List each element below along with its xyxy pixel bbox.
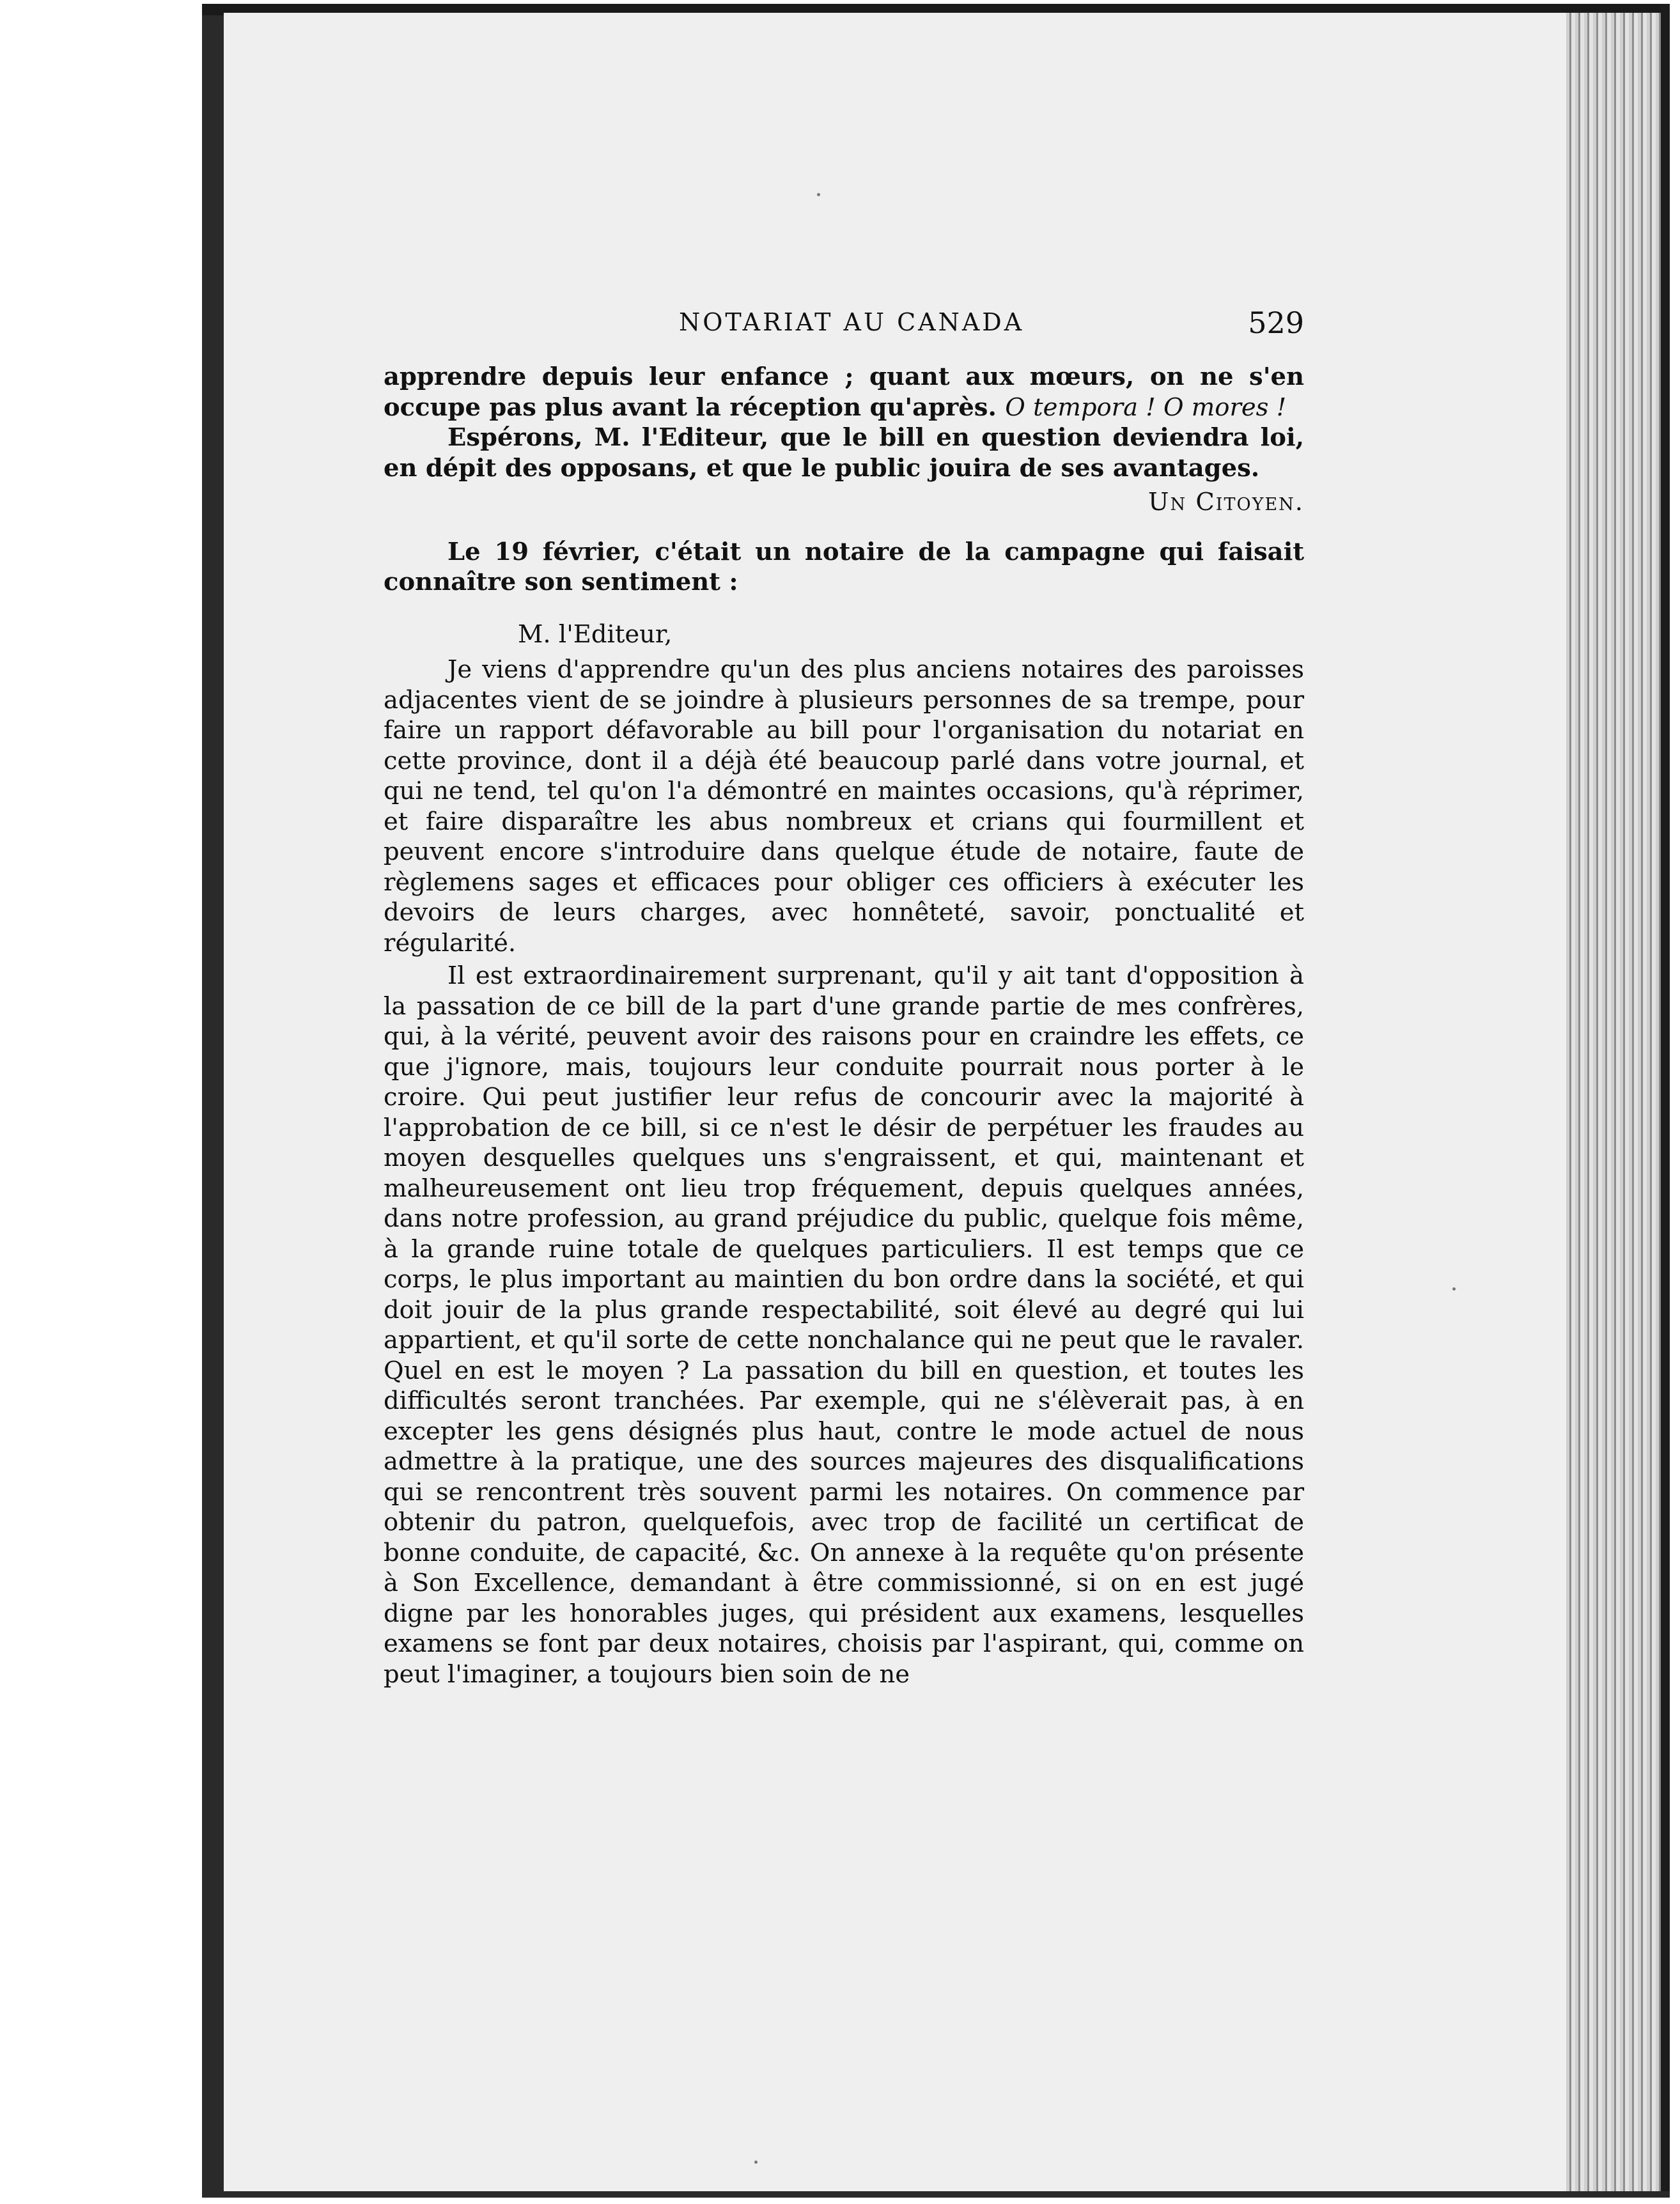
latin-quote: O tempora ! O mores ! (1005, 392, 1287, 422)
body-text (384, 362, 1304, 1689)
salutation: M. l'Editeur, (518, 619, 673, 649)
page-header (384, 302, 1304, 353)
paragraph-4: Je viens d'apprendre qu'un des plus anciens notaires des paroisses adjacentes vient de se joindre à plusieurs personnes de sa trempe, pour faire un rapport défavorable au bill pour l'organisation du notariat en cette province, dont il a déjà été beaucoup parlé dans votre journal, et qui ne tend, tel qu'on l'a démontré en maintes occasions, qu'à réprimer, et faire disparaître les abus nombreux et crians qui fourmillent et peuvent encore s'introduire dans quelque étude de notaire, faute de règlemens sages et efficaces pour obliger ces officiers à exécuter les devoirs de leurs charges, avec honnêteté, savoir, ponctualité et régularité. (384, 655, 1304, 958)
paragraph-2: Espérons, M. l'Editeur, que le bill en question deviendra loi, en dépit des opposans, et que le public jouira de ses avantages. (384, 423, 1304, 483)
paragraph-3: Le 19 février, c'était un notaire de la campagne qui faisait connaître son sentiment : (384, 537, 1304, 596)
binding-gutter (202, 9, 225, 2195)
paragraph-1 (384, 362, 1304, 423)
letter-signature: Un Citoyen. (1148, 488, 1304, 516)
page-stack-edges (1566, 13, 1662, 2194)
paragraph-5: Il est extraordinairement surprenant, qu'il y ait tant d'opposition à la passation de ce bill de la part d'une grande partie de mes confrères, qui, à la vérité, peuvent avoir des raisons pour en craindre les effets, ce que j'ignore, mais, toujours leur conduite pourrait nous porter à le croire. Qui peut justifier leur refus de concourir avec la majorité à l'approbation de ce bill, si ce n'est le désir de perpétuer les fraudes au moyen desquelles quelques uns s'engraissent, et qui, maintenant et malheureusement ont lieu trop fréquement, depuis quelques années, dans notre profession, au grand préjudice du public, quelque fois même, à la grande ruine totale de quelques particuliers. Il est temps que ce corps, le plus important au maintien du bon ordre dans la société, et qui doit jouir de la plus grande respectabilité, soit élevé au degré qui lui appartient, et qu'il sorte de cette nonchalance qui ne peut que le ravaler. Quel en est le moyen ? La passation du bill en question, et toutes les difficultés seront tranchées. Par exemple, qui ne s'élèverait pas, à en excepter les gens désignés plus haut, contre le mode actuel de nous admettre à la pratique, une des sources majeures des disqualifications qui se rencontrent très souvent parmi les notaires. On commence par obtenir du patron, quelquefois, avec trop de facilité un certificat de bonne conduite, de capacité, &c. On annexe à la requête qu'on présente à Son Excellence, demandant à être commissionné, si on en est jugé digne par les honorables juges, qui président aux examens, lesquelles examens se font par deux notaires, choisis par l'aspirant, qui, comme on peut l'imaginer, a toujours bien soin de ne (384, 961, 1304, 1689)
scan-speck (754, 2161, 758, 2164)
paragraph-1-text: apprendre depuis leur enfance ; quant aux mœurs, on ne s'en occupe pas plus avant la réception qu'après. (384, 362, 1304, 422)
page-number: 529 (1248, 306, 1304, 340)
scan-bottom-edge (202, 2191, 1670, 2198)
scan-speck (817, 193, 820, 196)
scan-right-edge (1661, 4, 1670, 2196)
running-head: NOTARIAT AU CANADA (679, 308, 1025, 336)
scan-speck (1452, 1287, 1456, 1291)
